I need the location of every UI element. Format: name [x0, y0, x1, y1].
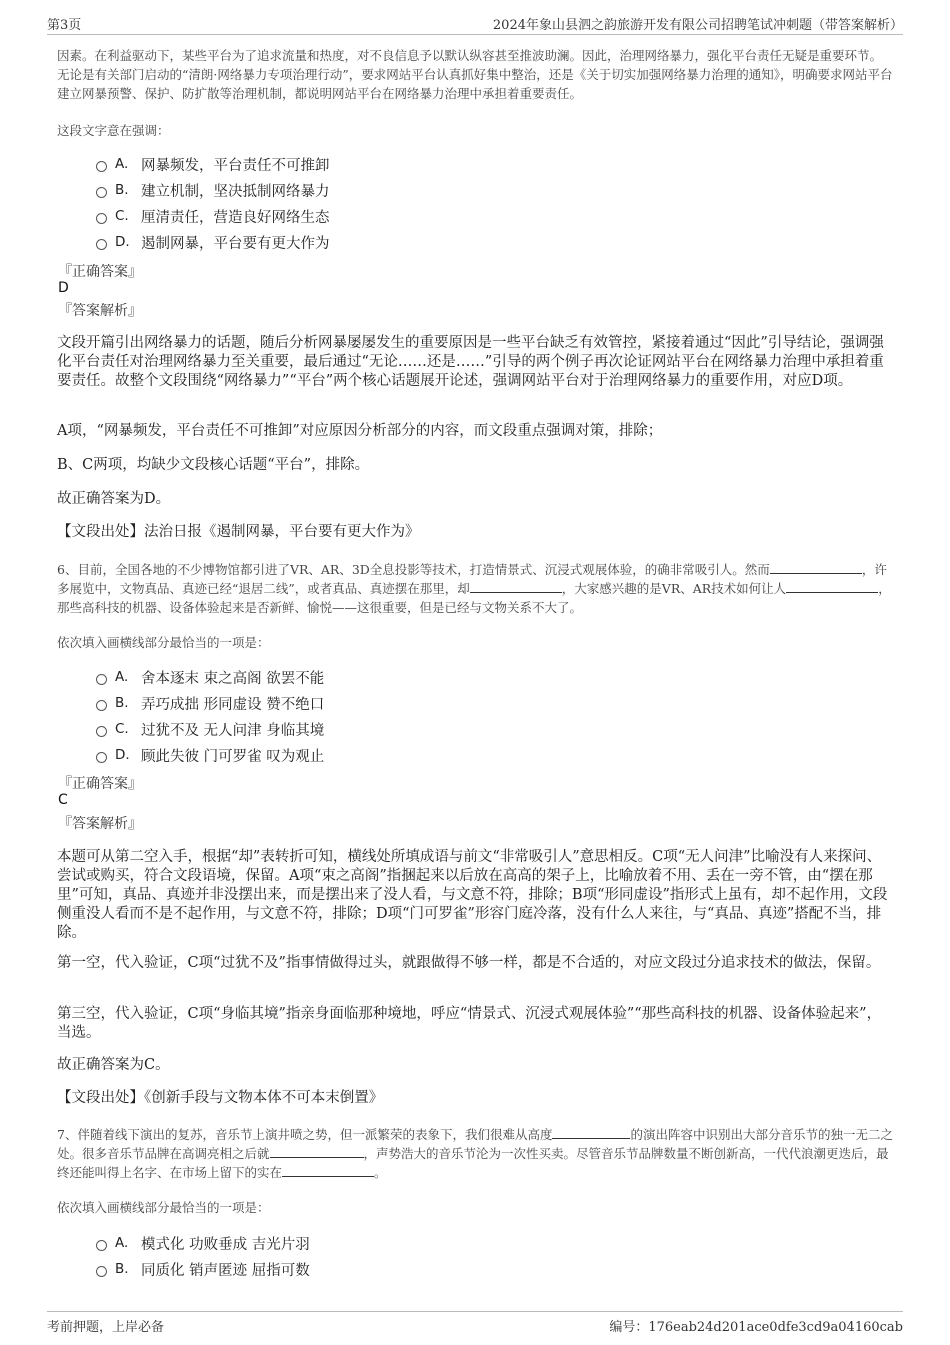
- q7-prompt: 依次填入画横线部分最恰当的一项是：: [57, 1200, 270, 1215]
- q6-answer: C: [58, 792, 68, 808]
- q5-option-c[interactable]: [96, 206, 330, 226]
- page-number: 第3页: [47, 18, 82, 33]
- stem-text: 6、目前，全国各地的不少博物馆都引进了VR、AR、3D全息投影等技术，打造情景式、沉浸式观展体验，的确非常吸引人。然而: [57, 562, 770, 577]
- radio-icon[interactable]: [96, 1240, 107, 1251]
- q6-analysis-1: 本题可从第二空入手，根据“却”表转折可知，横线处所填成语与前文“非常吸引人”意思相反。C项“无人问津”比喻没有人来探问、尝试或购买，符合文段语境，保留。A项“束之高阁”指捆起来以后放在高高的架子上，比喻放着不用、丢在一旁不管，由“摆在那里”可知，真品、真迹并非没摆出来，而是摆出来了没人看，与文意不符，排除；B项“形同虚设”指形式上虽有，却不起作用，文段侧重没人看而不是不起作用，与文意不符，排除；D项“门可罗雀”形容门庭冷落，没有什么人来往，与“真品、真迹”搭配不当，排除。: [57, 849, 888, 941]
- q6-answer-label: 『正确答案』: [58, 776, 142, 792]
- option-letter: C.: [115, 208, 129, 224]
- option-letter: A.: [115, 156, 129, 172]
- q5-analysis-3: B、C两项，均缺少文段核心话题“平台”，排除。: [57, 457, 370, 473]
- q6-option-d[interactable]: [96, 745, 324, 765]
- page-header: [47, 10, 903, 35]
- fill-blank[interactable]: [552, 1126, 630, 1139]
- option-text: 建立机制，坚决抵制网络暴力: [141, 183, 330, 200]
- radio-icon[interactable]: [96, 1266, 107, 1277]
- option-text: 模式化 功败垂成 吉光片羽: [141, 1236, 310, 1253]
- q5-answer: D: [58, 280, 69, 296]
- option-text: 舍本逐末 束之高阁 欲罢不能: [141, 670, 325, 687]
- option-letter: C.: [115, 721, 129, 737]
- q7-stem: [57, 1125, 897, 1182]
- option-text: 弄巧成拙 形同虚设 赞不绝口: [141, 696, 325, 713]
- q5-analysis-1: 文段开篇引出网络暴力的话题，随后分析网暴屡屡发生的重要原因是一些平台缺乏有效管控，紧接着通过“因此”引导结论，强调强化平台责任对治理网络暴力至关重要，最后通过“无论……还是……”引导的两个例子再次论证网站平台在网络暴力治理中承担着重要责任。故整个文段围绕“网络暴力”“平台”两个核心话题展开论述，强调网站平台对于治理网络暴力的重要作用，对应D项。: [57, 335, 884, 389]
- q5-analysis-4: 故正确答案为D。: [57, 491, 171, 507]
- stem-text: 的演出阵容中识别出大部分音乐节的独一无二之处。很多音乐节品牌在高调亮相之后就: [57, 1127, 893, 1161]
- option-text: 厘清责任，营造良好网络生态: [141, 209, 330, 226]
- page-footer: [47, 1311, 903, 1336]
- q5-prompt: 这段文字意在强调：: [57, 123, 170, 138]
- footer-slogan: 考前押题，上岸必备: [47, 1320, 165, 1335]
- radio-icon[interactable]: [96, 161, 107, 172]
- fill-blank[interactable]: [770, 561, 862, 574]
- q6-prompt: 依次填入画横线部分最恰当的一项是：: [57, 635, 270, 650]
- q6-option-b[interactable]: [96, 693, 324, 713]
- stem-text: 。: [374, 1165, 387, 1180]
- q6-analysis-3: 第三空，代入验证，C项“身临其境”指亲身面临那种境地，呼应“情景式、沉浸式观展体验”“那些高科技的机器、设备体验起来”，当选。: [57, 1006, 882, 1041]
- option-text: 同质化 销声匿迹 屈指可数: [141, 1262, 310, 1279]
- radio-icon[interactable]: [96, 700, 107, 711]
- q7-option-a[interactable]: [96, 1233, 310, 1253]
- option-letter: B.: [115, 182, 129, 198]
- q6-analysis-label: 『答案解析』: [58, 816, 142, 832]
- option-letter: D.: [115, 747, 130, 763]
- fill-blank[interactable]: [470, 580, 562, 593]
- stem-text: ，那些高科技的机器、设备体验起来是否新鲜、愉悦——这很重要，但是已经与文物关系不大了。: [57, 581, 891, 615]
- q5-analysis-2: A项，“网暴频发，平台责任不可推卸”对应原因分析部分的内容，而文段重点强调对策，排除；: [57, 423, 663, 439]
- radio-icon[interactable]: [96, 752, 107, 763]
- q5-option-b[interactable]: [96, 180, 330, 200]
- document-id: 编号：176eab24d201ace0dfe3cd9a04160cab: [609, 1320, 903, 1335]
- q5-passage: 因素。在利益驱动下，某些平台为了追求流量和热度，对不良信息予以默认纵容甚至推波助澜。因此，治理网络暴力，强化平台责任无疑是重要环节。无论是有关部门启动的“清朗·网络暴力专项治理行动”，要求网站平台认真抓好集中整治，还是《关于切实加强网络暴力治理的通知》，明确要求网站平台建立网暴预警、保护、防扩散等治理机制，都说明网站平台在网络暴力治理中承担着重要责任。: [57, 48, 893, 101]
- stem-text: ，大家感兴趣的是VR、AR技术如何让人: [561, 581, 787, 596]
- option-letter: D.: [115, 234, 130, 250]
- radio-icon[interactable]: [96, 239, 107, 250]
- q5-analysis-label: 『答案解析』: [58, 303, 142, 319]
- option-letter: A.: [115, 1235, 129, 1251]
- q6-stem: [57, 560, 897, 617]
- option-text: 网暴频发，平台责任不可推卸: [141, 157, 330, 174]
- radio-icon[interactable]: [96, 726, 107, 737]
- document-title: 2024年象山县泗之韵旅游开发有限公司招聘笔试冲刺题（带答案解析）: [492, 18, 903, 33]
- option-letter: A.: [115, 669, 129, 685]
- radio-icon[interactable]: [96, 674, 107, 685]
- option-text: 顾此失彼 门可罗雀 叹为观止: [141, 748, 325, 765]
- fill-blank[interactable]: [786, 580, 878, 593]
- option-letter: B.: [115, 695, 129, 711]
- q7-option-b[interactable]: [96, 1259, 310, 1279]
- option-letter: B.: [115, 1261, 129, 1277]
- radio-icon[interactable]: [96, 213, 107, 224]
- fill-blank[interactable]: [270, 1145, 364, 1158]
- q6-option-a[interactable]: [96, 667, 324, 687]
- stem-text: ，许多展览中，文物真品、真迹已经“退居二线”，或者真品、真迹摆在那里，却: [57, 562, 887, 596]
- q6-analysis-2: 第一空，代入验证，C项“过犹不及”指事情做得过头，就跟做得不够一样，都是不合适的，对应文段过分追求技术的做法，保留。: [57, 955, 881, 971]
- q5-source: 【文段出处】法治日报《遏制网暴，平台要有更大作为》: [57, 524, 420, 540]
- stem-text: 7、伴随着线下演出的复苏，音乐节上演井喷之势，但一派繁荣的表象下，我们很难从高度: [57, 1127, 553, 1142]
- q6-analysis-4: 故正确答案为C。: [57, 1057, 170, 1073]
- q6-option-c[interactable]: [96, 719, 324, 739]
- radio-icon[interactable]: [96, 187, 107, 198]
- option-text: 过犹不及 无人问津 身临其境: [141, 722, 325, 739]
- stem-text: ，声势浩大的音乐节沦为一次性买卖。尽管音乐节品牌数量不断创新高，一代代浪潮更迭后，最终还能叫得上名字、在市场上留下的实在: [57, 1146, 889, 1180]
- q6-source: 【文段出处】《创新手段与文物本体不可本末倒置》: [57, 1090, 384, 1106]
- q5-option-d[interactable]: [96, 232, 330, 252]
- option-text: 遏制网暴，平台要有更大作为: [141, 235, 330, 252]
- q5-answer-label: 『正确答案』: [58, 264, 142, 280]
- q5-option-a[interactable]: [96, 154, 330, 174]
- fill-blank[interactable]: [282, 1164, 374, 1177]
